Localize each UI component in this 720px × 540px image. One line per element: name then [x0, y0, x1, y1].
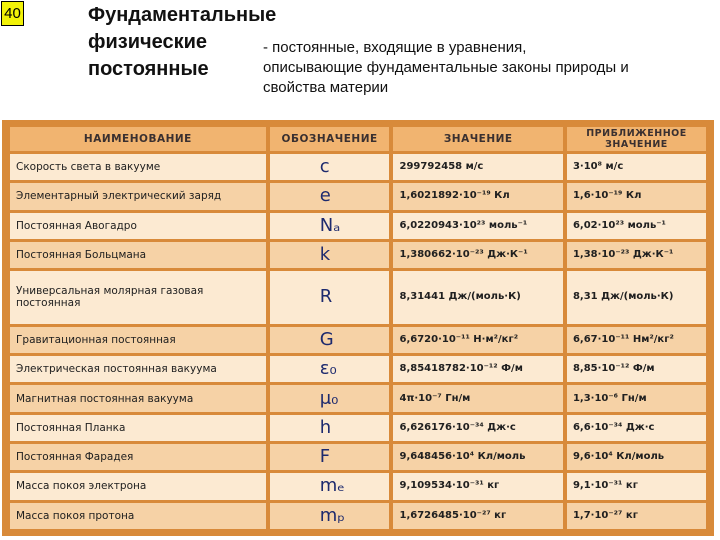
- constant-symbol-cell: Nₐ: [270, 213, 390, 239]
- constant-name-cell: Магнитная постоянная вакуума: [10, 385, 266, 411]
- header-name: НАИМЕНОВАНИЕ: [10, 127, 266, 151]
- constant-symbol-cell: c: [270, 154, 390, 180]
- table-row: [10, 444, 706, 470]
- constant-approx-cell: 1,38·10⁻²³ Дж·К⁻¹: [567, 242, 706, 268]
- table-header-row: [10, 127, 706, 151]
- constant-value-cell: 299792458 м/с: [393, 154, 562, 180]
- constant-name-cell: Масса покоя электрона: [10, 473, 266, 499]
- constant-symbol-cell: mₑ: [270, 473, 390, 499]
- constant-value-cell: 4π·10⁻⁷ Гн/м: [393, 385, 562, 411]
- table-row: [10, 415, 706, 441]
- table-row: [10, 385, 706, 411]
- slide-title: Фундаментальные физические постоянные: [88, 4, 277, 80]
- constant-symbol-cell: ε₀: [270, 356, 390, 382]
- constant-symbol-cell: mₚ: [270, 503, 390, 529]
- constant-approx-cell: 8,85·10⁻¹² Ф/м: [567, 356, 706, 382]
- header-value: ЗНАЧЕНИЕ: [393, 127, 562, 151]
- table-row: [10, 356, 706, 382]
- constant-symbol-cell: k: [270, 242, 390, 268]
- constant-value-cell: 1,6021892·10⁻¹⁹ Кл: [393, 183, 562, 209]
- constant-value-cell: 6,6720·10⁻¹¹ Н·м²/кг²: [393, 327, 562, 353]
- constant-name-cell: Скорость света в вакууме: [10, 154, 266, 180]
- constant-symbol-cell: e: [270, 183, 390, 209]
- constant-symbol-cell: h: [270, 415, 390, 441]
- constant-value-cell: 6,626176·10⁻³⁴ Дж·с: [393, 415, 562, 441]
- header-approx-value: ПРИБЛИЖЕННОЕ ЗНАЧЕНИЕ: [567, 127, 706, 151]
- page-number-badge: 40: [1, 1, 24, 26]
- table-row: [10, 183, 706, 209]
- constant-name-cell: Электрическая постоянная вакуума: [10, 356, 266, 382]
- table-row: [10, 242, 706, 268]
- constant-name-cell: Постоянная Планка: [10, 415, 266, 441]
- constant-name-cell: Постоянная Фарадея: [10, 444, 266, 470]
- constant-approx-cell: 8,31 Дж/(моль·К): [567, 271, 706, 324]
- constant-approx-cell: 1,3·10⁻⁶ Гн/м: [567, 385, 706, 411]
- constant-value-cell: 8,85418782·10⁻¹² Ф/м: [393, 356, 562, 382]
- constant-value-cell: 9,109534·10⁻³¹ кг: [393, 473, 562, 499]
- constant-symbol-cell: F: [270, 444, 390, 470]
- constant-symbol-cell: G: [270, 327, 390, 353]
- table-body: [10, 154, 706, 529]
- table-row: [10, 213, 706, 239]
- constant-name-cell: Масса покоя протона: [10, 503, 266, 529]
- constant-name-cell: Постоянная Больцмана: [10, 242, 266, 268]
- table-row: [10, 154, 706, 180]
- constant-approx-cell: 6,02·10²³ моль⁻¹: [567, 213, 706, 239]
- table-row: [10, 327, 706, 353]
- table-row: [10, 473, 706, 499]
- constants-table-frame: [2, 120, 714, 536]
- constant-symbol-cell: R: [270, 271, 390, 324]
- constant-approx-cell: 6,6·10⁻³⁴ Дж·с: [567, 415, 706, 441]
- constant-value-cell: 1,6726485·10⁻²⁷ кг: [393, 503, 562, 529]
- constant-value-cell: 6,0220943·10²³ моль⁻¹: [393, 213, 562, 239]
- constant-name-cell: Элементарный электрический заряд: [10, 183, 266, 209]
- constant-name-cell: Универсальная молярная газовая постоянная: [10, 271, 266, 324]
- constant-value-cell: 9,648456·10⁴ Кл/моль: [393, 444, 562, 470]
- constant-name-cell: Гравитационная постоянная: [10, 327, 266, 353]
- constant-value-cell: 1,380662·10⁻²³ Дж·К⁻¹: [393, 242, 562, 268]
- table-row: [10, 271, 706, 324]
- constant-approx-cell: 3·10⁸ м/с: [567, 154, 706, 180]
- constants-table: [6, 124, 710, 532]
- constant-approx-cell: 9,1·10⁻³¹ кг: [567, 473, 706, 499]
- header-symbol: ОБОЗНАЧЕНИЕ: [270, 127, 390, 151]
- table-row: [10, 503, 706, 529]
- constant-approx-cell: 1,6·10⁻¹⁹ Кл: [567, 183, 706, 209]
- slide-subtitle: - постоянные, входящие в уравнения, описывающие фундаментальные законы природы и свойства материи: [263, 39, 629, 96]
- constant-name-cell: Постоянная Авогадро: [10, 213, 266, 239]
- constant-value-cell: 8,31441 Дж/(моль·К): [393, 271, 562, 324]
- constant-symbol-cell: μ₀: [270, 385, 390, 411]
- constant-approx-cell: 9,6·10⁴ Кл/моль: [567, 444, 706, 470]
- constant-approx-cell: 6,67·10⁻¹¹ Нм²/кг²: [567, 327, 706, 353]
- constant-approx-cell: 1,7·10⁻²⁷ кг: [567, 503, 706, 529]
